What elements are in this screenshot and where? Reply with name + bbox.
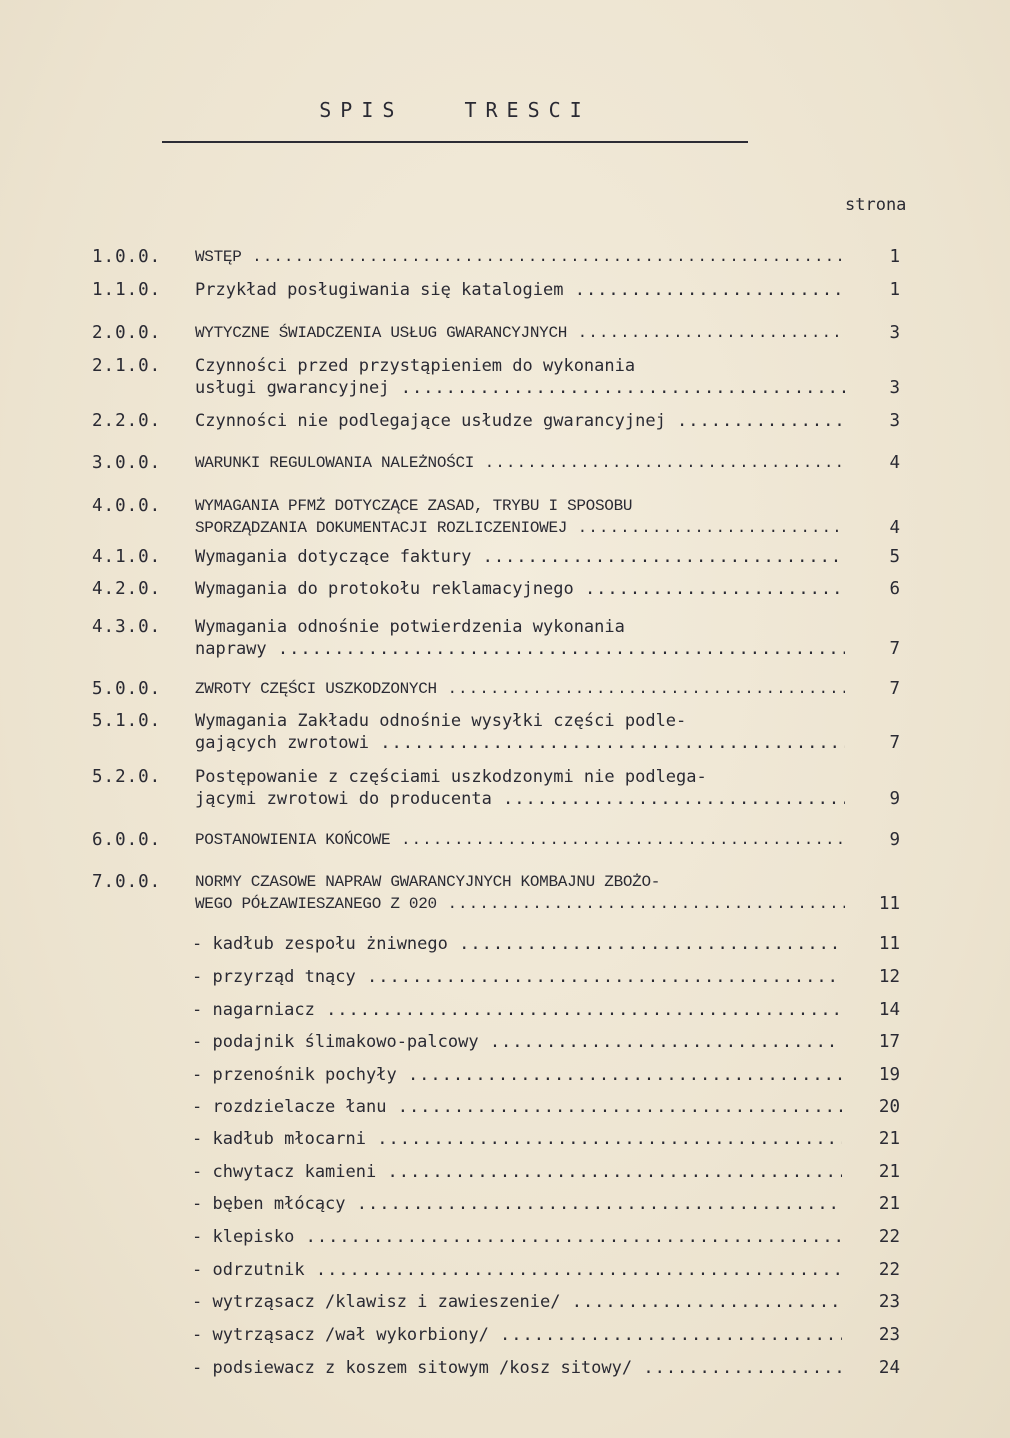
toc-entry-page: 7: [889, 679, 900, 699]
toc-subentry-page: 17: [878, 1032, 900, 1052]
toc-subentry: [0, 1161, 1010, 1183]
toc-subentry-title: [192, 1259, 842, 1281]
toc-entry-title-line: usługi gwarancyjnej .....: [195, 377, 845, 399]
toc-subentry-title-text: - bęben młócący .....: [192, 1193, 842, 1215]
toc-entry-page: 3: [889, 323, 900, 343]
toc-entry-number: 5.2.0.: [92, 767, 162, 787]
toc-entry-page: 5: [889, 547, 900, 567]
toc-entry-page: 7: [889, 733, 900, 753]
toc-subentry-title: [192, 1357, 842, 1379]
toc-subentry: [0, 1291, 1010, 1313]
toc-entry: [0, 410, 1010, 432]
toc-entry-title-line: Wymagania odnośnie potwierdzenia wykonania: [195, 617, 625, 637]
toc-subentry: [0, 966, 1010, 988]
toc-subentry-title-text: - podsiewacz z koszem sitowym /kosz sitowy/ .....: [192, 1357, 842, 1379]
toc-entry-title-line: SPORZĄDZANIA DOKUMENTACJI ROZLICZENIOWEJ .....: [195, 517, 845, 539]
toc-subentry-title: [192, 1226, 842, 1248]
toc-subentry-title-text: - wytrząsacz /wał wykorbiony/ .....: [192, 1324, 842, 1346]
toc-subentry-title-text: - nagarniacz .....: [192, 999, 842, 1021]
toc-subentry-page: 19: [878, 1065, 900, 1085]
toc-entry-title-line: NORMY CZASOWE NAPRAW GWARANCYJNYCH KOMBAJNU ZBOŻO-: [195, 873, 661, 891]
toc-entry-page: 1: [889, 247, 900, 267]
toc-entry-page: 9: [889, 789, 900, 809]
toc-entry-title: [195, 452, 845, 474]
toc-entry: [0, 829, 1010, 851]
toc-entry: [0, 322, 1010, 344]
toc-entry-title-line: WYMAGANIA PFMŻ DOTYCZĄCE ZASAD, TRYBU I SPOSOBU: [195, 497, 633, 515]
toc-entry-title: [195, 766, 845, 810]
toc-entry-title-line: Wymagania Zakładu odnośnie wysyłki części podle-: [195, 711, 687, 731]
toc-entry: [0, 871, 1010, 915]
toc-entry-title-line: ZWROTY CZĘŚCI USZKODZONYCH .....: [195, 678, 845, 700]
toc-subentry: [0, 1324, 1010, 1346]
toc-entry-title: [195, 495, 845, 539]
toc-entry: [0, 279, 1010, 301]
toc-subentry: [0, 1259, 1010, 1281]
toc-entry-number: 5.0.0.: [92, 679, 162, 699]
toc-entry-page: 9: [889, 830, 900, 850]
toc-subentry: [0, 1064, 1010, 1086]
toc-entry-title-line: POSTANOWIENIA KOŃCOWE .....: [195, 829, 845, 851]
toc-entry: [0, 495, 1010, 539]
toc-entry-title: [195, 410, 845, 432]
toc-entry-page: 3: [889, 378, 900, 398]
toc-entry-title: [195, 279, 845, 301]
toc-entry: [0, 355, 1010, 399]
toc-subentry-title: [192, 1064, 842, 1086]
toc-entry-title-line: Postępowanie z częściami uszkodzonymi nie podlega-: [195, 767, 707, 787]
toc-subentry-page: 20: [878, 1097, 900, 1117]
toc-subentry-page: 21: [878, 1162, 900, 1182]
toc-entry-title: [195, 678, 845, 700]
toc-entry-title: [195, 871, 845, 915]
toc-entry-title: [195, 578, 845, 600]
toc-entry-title-line: gających zwrotowi .....: [195, 732, 845, 754]
toc-subentry-page: 22: [878, 1227, 900, 1247]
toc-subentry: [0, 1128, 1010, 1150]
toc-subentry-title: [192, 1291, 842, 1313]
toc-entry-title-line: WEGO PÓŁZAWIESZANEGO Z 020 .....: [195, 893, 845, 915]
toc-entry: [0, 616, 1010, 660]
toc-entry-title-line: Wymagania do protokołu reklamacyjnego .....: [195, 578, 845, 600]
toc-subentry: [0, 1096, 1010, 1118]
toc-entry: [0, 452, 1010, 474]
toc-subentry-title-text: - kadłub młocarni .....: [192, 1128, 842, 1150]
toc-subentry: [0, 933, 1010, 955]
toc-entry-title-line: jącymi zwrotowi do producenta .....: [195, 788, 845, 810]
toc-subentry-title: [192, 1096, 842, 1118]
toc-entry: [0, 766, 1010, 810]
toc-subentry-page: 24: [878, 1358, 900, 1378]
toc-subentry-title-text: - przenośnik pochyły .....: [192, 1064, 842, 1086]
toc-subentry-page: 12: [878, 967, 900, 987]
toc-subentry-page: 14: [878, 1000, 900, 1020]
toc-subentry: [0, 1226, 1010, 1248]
toc-subentry-page: 23: [878, 1292, 900, 1312]
toc-entry-number: 2.0.0.: [92, 323, 162, 343]
toc-subentry-page: 21: [878, 1194, 900, 1214]
toc-subentry-title-text: - chwytacz kamieni .....: [192, 1161, 842, 1183]
toc-entry-page: 1: [889, 280, 900, 300]
toc-entry-title: [195, 616, 845, 660]
toc-entry-title-line: naprawy .....: [195, 638, 845, 660]
toc-subentry-title: [192, 1128, 842, 1150]
toc-entry-title: [195, 246, 845, 268]
toc-entry-number: 2.2.0.: [92, 411, 162, 431]
toc-subentry-title: [192, 966, 842, 988]
toc-entry-number: 5.1.0.: [92, 711, 162, 731]
toc-entry-number: 6.0.0.: [92, 830, 162, 850]
toc-entry-number: 4.1.0.: [92, 547, 162, 567]
toc-entry-title: [195, 322, 845, 344]
toc-subentry-title-text: - kadłub zespołu żniwnego .....: [192, 933, 842, 955]
toc-entry-page: 4: [889, 518, 900, 538]
toc-entry-title-line: WYTYCZNE ŚWIADCZENIA USŁUG GWARANCYJNYCH .....: [195, 322, 845, 344]
toc-entry: [0, 578, 1010, 600]
toc-entry-title: [195, 355, 845, 399]
toc-subentry-page: 23: [878, 1325, 900, 1345]
toc-entry-number: 1.0.0.: [92, 247, 162, 267]
page-column-header: strona: [845, 195, 907, 215]
toc-entry-number: 4.3.0.: [92, 617, 162, 637]
toc-subentry: [0, 1193, 1010, 1215]
toc-entry: [0, 678, 1010, 700]
toc-entry-number: 4.0.0.: [92, 496, 162, 516]
toc-subentry-title: [192, 1031, 842, 1053]
toc-entry-number: 2.1.0.: [92, 356, 162, 376]
toc-entry-number: 4.2.0.: [92, 579, 162, 599]
page-title: SPIS TRESCI: [319, 98, 591, 122]
toc-entry-page: 7: [889, 639, 900, 659]
toc-subentry: [0, 999, 1010, 1021]
toc-entry-title-line: Wymagania dotyczące faktury .....: [195, 546, 845, 568]
toc-subentry-title: [192, 1161, 842, 1183]
toc-entry-title-line: WSTĘP .....: [195, 246, 845, 268]
toc-subentry-title-text: - rozdzielacze łanu .....: [192, 1096, 842, 1118]
toc-entry-title-line: Czynności przed przystąpieniem do wykonania: [195, 356, 636, 376]
toc-entry: [0, 546, 1010, 568]
toc-entry-title-line: Czynności nie podlegające usłudze gwarancyjnej .....: [195, 410, 845, 432]
toc-subentry: [0, 1357, 1010, 1379]
toc-entry: [0, 710, 1010, 754]
title-underline: [162, 141, 748, 143]
toc-subentry-title-text: - podajnik ślimakowo-palcowy .....: [192, 1031, 842, 1053]
toc-subentry: [0, 1031, 1010, 1053]
toc-subentry-title-text: - wytrząsacz /klawisz i zawieszenie/ .....: [192, 1291, 842, 1313]
toc-entry-page: 11: [878, 894, 900, 914]
toc-subentry-title-text: - przyrząd tnący .....: [192, 966, 842, 988]
toc-entry-title: [195, 710, 845, 754]
toc-entry-number: 1.1.0.: [92, 280, 162, 300]
toc-entry-number: 7.0.0.: [92, 872, 162, 892]
toc-subentry-page: 21: [878, 1129, 900, 1149]
toc-entry-title: [195, 829, 845, 851]
toc-entry-title: [195, 546, 845, 568]
toc-subentry-title-text: - klepisko .....: [192, 1226, 842, 1248]
toc-entry: [0, 246, 1010, 268]
toc-entry-number: 3.0.0.: [92, 453, 162, 473]
toc-subentry-page: 22: [878, 1260, 900, 1280]
toc-subentry-title: [192, 999, 842, 1021]
toc-subentry-title: [192, 1193, 842, 1215]
toc-subentry-title: [192, 1324, 842, 1346]
toc-subentry-page: 11: [878, 934, 900, 954]
toc-entry-page: 3: [889, 411, 900, 431]
toc-entry-title-line: WARUNKI REGULOWANIA NALEŻNOŚCI .....: [195, 452, 845, 474]
toc-entry-page: 6: [889, 579, 900, 599]
toc-entry-title-line: Przykład posługiwania się katalogiem .....: [195, 279, 845, 301]
toc-entry-page: 4: [889, 453, 900, 473]
toc-subentry-title: [192, 933, 842, 955]
toc-subentry-title-text: - odrzutnik .....: [192, 1259, 842, 1281]
